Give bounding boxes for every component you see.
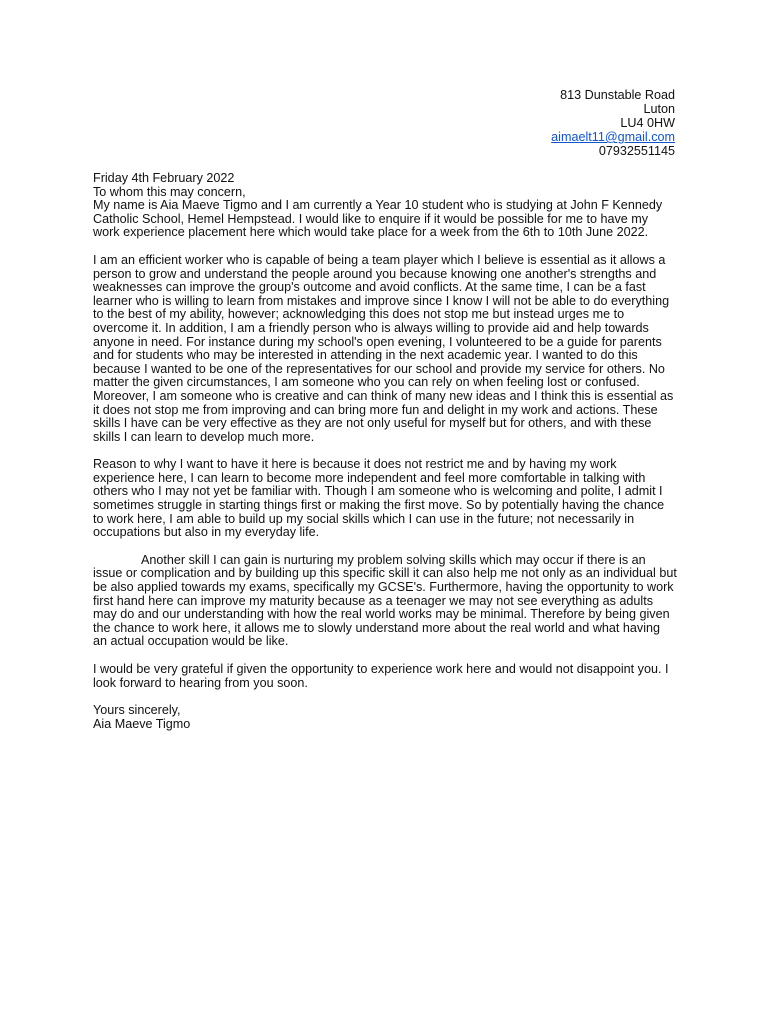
paragraph-gratitude: I would be very grateful if given the opportunity to experience work here and would not disappoint you. I look forward to hearing from you soon. xyxy=(93,662,669,690)
address-street: 813 Dunstable Road xyxy=(560,88,675,102)
letter-body xyxy=(93,172,677,731)
salutation: To whom this may concern, xyxy=(93,184,246,199)
letter-date: Friday 4th February 2022 xyxy=(93,171,235,185)
paragraph-qualities: I am an efficient worker who is capable of being a team player which I believe is essential as it allows a person to grow and understand the people around you because knowing one another's strengths and weaknesses can improve the group's outcome and avoid conflicts. At the same time, I can be a fast learner who is willing to learn from mistakes and improve since I know I will not be able to do everything to the best of my ability, however; acknowledging this does not stop me but instead urges me to overcome it. In addition, I am a friendly person who is always willing to provide aid and help towards anyone in need. For instance during my school's open evening, I volunteered to be a guide for parents and for students who may be interested in attending in the next academic year. I wanted to do this because I wanted to be one of the representatives for our school and provide my service for others. No matter the given circumstances, I am someone who you can rely on when feeling lost or confused. Moreover, I am someone who is creative and can think of many new ideas and I think this is essential as it does not stop me from improving and can bring more fun and delight in my work and actions. These skills I have can be very effective as they are not only useful for myself but for others, and with these skills I can learn to develop much more. xyxy=(93,252,674,444)
paragraph-intro: My name is Aia Maeve Tigmo and I am currently a Year 10 student who is studying at John F Kennedy Catholic School, Hemel Hempstead. I would like to enquire if it would be possible for me to have my work experience placement here which would take place for a week from the 6th to 10th June 2022. xyxy=(93,198,663,240)
signature-name: Aia Maeve Tigmo xyxy=(93,716,191,731)
email-link[interactable]: aimaelt11@gmail.com xyxy=(551,130,675,144)
address-postcode: LU4 0HW xyxy=(620,116,675,130)
paragraph-skills: Another skill I can gain is nurturing my problem solving skills which may occur if there is an issue or complication and by building up this specific skill it can also help me not only as an individual but be also applied towards my exams, specifically my GCSE's. Furthermore, having the opportunity to work first hand here can improve my maturity because as a teenager we may not see everything as adults may do and our understanding with how the real world works may be minimal. Therefore by being given the chance to work here, it allows me to slowly understand more about the real world and what having an actual occupation would be like. xyxy=(93,552,677,649)
closing: Yours sincerely, xyxy=(93,703,181,718)
paragraph-reason: Reason to why I want to have it here is because it does not restrict me and by having my work experience here, I can learn to become more independent and feel more comfortable in talking with others who I may not yet be familiar with. Though I am someone who is welcoming and polite, I admit I sometimes struggle in starting things first or making the first move. So by potentially having the chance to work here, I am able to build up my social skills which I can use in the future; not necessarily in occupations but also in my everyday life. xyxy=(93,457,665,540)
address-city: Luton xyxy=(643,102,675,116)
address-phone: 07932551145 xyxy=(598,144,675,158)
sender-address xyxy=(551,88,675,158)
